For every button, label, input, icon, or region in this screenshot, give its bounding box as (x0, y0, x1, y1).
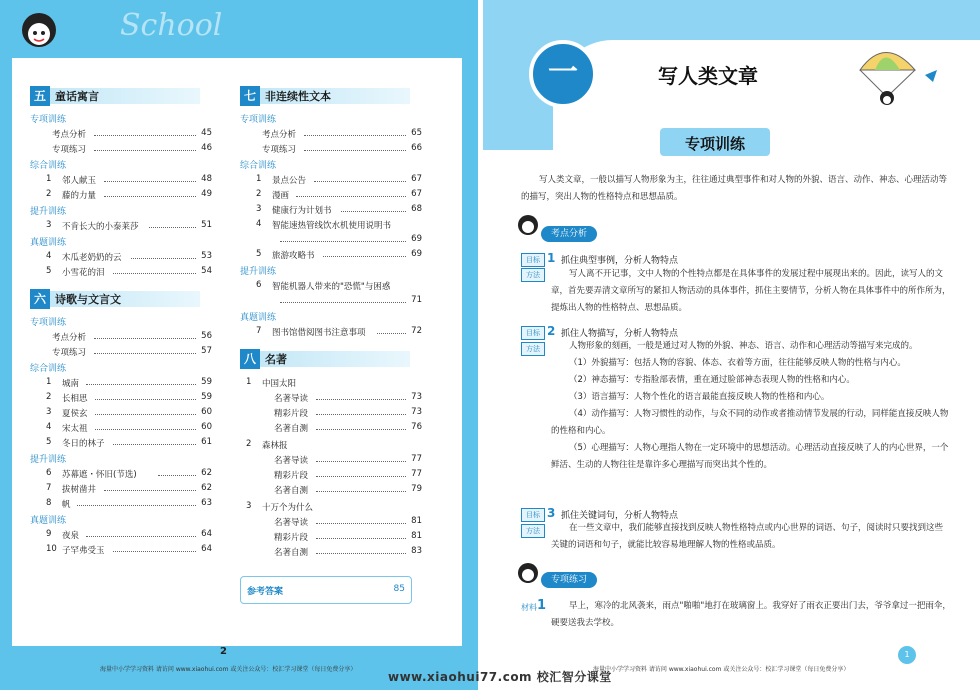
toc-item[interactable] (30, 405, 220, 420)
toc-item-page: 45 (201, 128, 212, 138)
goal-tag-1: 目标 (521, 253, 545, 267)
leader-dots (158, 468, 196, 476)
section-label: 提升训练 (30, 207, 67, 217)
goal-tag-2: 目标 (521, 326, 545, 340)
toc-item-index: 4 (46, 422, 52, 432)
unit-title: 诗歌与文言文 (55, 293, 121, 306)
leader-dots (95, 422, 196, 430)
toc-item[interactable] (30, 329, 220, 344)
toc-item-label: 名著自测 (274, 424, 309, 434)
toc-item-label: 考点分析 (52, 130, 87, 140)
toc-item-index: 1 (256, 174, 262, 184)
toc-item-label: 小雪花的泪 (62, 268, 105, 278)
toc-item[interactable] (240, 324, 430, 339)
toc-item-label: 中国太阳 (262, 379, 297, 389)
leader-dots (316, 454, 406, 462)
toc-item-page: 79 (411, 484, 422, 494)
toc-item-label: 名著导读 (274, 394, 309, 404)
toc-item[interactable] (240, 247, 430, 262)
toc-item-index: 5 (256, 249, 262, 259)
leader-dots (280, 295, 406, 303)
toc-item-label: 名著导读 (274, 518, 309, 528)
toc-item-index: 3 (246, 501, 252, 511)
toc-item-index: 7 (46, 483, 52, 493)
leader-dots (314, 174, 406, 182)
toc-item[interactable] (30, 264, 220, 279)
toc-item[interactable] (30, 141, 220, 156)
answer-page: 85 (393, 584, 405, 594)
goal-paragraph-3: 在一些文章中，我们能够直接找到反映人物性格特点或内心世界的词语、句子，阅读时只要找到这些关键的词语和句子，就能比较容易地理解人物的性格或品质。 (551, 523, 944, 550)
leader-dots (94, 331, 196, 339)
leader-dots (316, 516, 406, 524)
toc-item-label: 冬日的林子 (62, 439, 105, 449)
toc-item-label: 漫画 (272, 191, 290, 201)
toc-item[interactable] (240, 293, 430, 308)
unit-header (240, 349, 430, 369)
toc-item[interactable] (240, 544, 430, 559)
practice-mascot-icon (516, 561, 540, 587)
toc-item-index: 5 (46, 266, 52, 276)
leader-dots (377, 326, 406, 334)
toc-item-page: 64 (201, 529, 212, 539)
section-label: 专项训练 (30, 318, 67, 328)
section-label: 综合训练 (30, 161, 67, 171)
toc-item[interactable] (30, 218, 220, 233)
toc-item[interactable] (30, 435, 220, 450)
toc-item-label: 考点分析 (52, 333, 87, 343)
toc-item-label: 不肯长大的小泰莱莎 (62, 222, 139, 232)
section-label: 提升训练 (240, 267, 277, 277)
toc-item[interactable] (240, 141, 430, 156)
method-tag-1: 方法 (521, 268, 545, 282)
leader-dots (316, 546, 406, 554)
material-number: 1 (537, 598, 547, 613)
toc-item-label: 帆 (62, 500, 71, 510)
toc-item-page: 60 (201, 407, 212, 417)
goal-2-para-3: （3）语言描写：人物个性化的语言最能直接反映人物的性格和内心。 (569, 392, 830, 402)
unit-title: 名著 (265, 353, 287, 366)
toc-item[interactable] (30, 344, 220, 359)
toc-item-page: 62 (201, 468, 212, 478)
toc-item-label: 健康行为计划书 (272, 206, 332, 216)
toc-item-index: 1 (46, 377, 52, 387)
toc-item-page: 73 (411, 392, 422, 402)
leader-dots (86, 377, 196, 385)
unit-number: 六 (30, 289, 50, 309)
toc-item-index: 10 (46, 544, 57, 554)
toc-item-page: 49 (201, 189, 212, 199)
toc-item-page: 64 (201, 544, 212, 554)
section-label: 综合训练 (30, 364, 67, 374)
toc-item-page: 66 (411, 143, 422, 153)
leader-dots (131, 251, 196, 259)
toc-item-label: 拔树凿井 (62, 485, 97, 495)
toc-item-index: 1 (246, 377, 252, 387)
leader-dots (316, 422, 406, 430)
right-page-number: 1 (898, 646, 916, 664)
toc-item-label: 旅游攻略书 (272, 251, 315, 261)
toc-item-page: 65 (411, 128, 422, 138)
toc-item[interactable] (30, 172, 220, 187)
toc-item-label: 长相思 (62, 394, 88, 404)
goal-2-para-2: （2）神态描写：专指脸部表情，重在通过脸部神态表现人物的性格和内心。 (569, 375, 855, 385)
toc-item[interactable] (30, 466, 220, 481)
toc-item-label: 图书馆借阅图书注意事项 (272, 328, 366, 338)
toc-item[interactable] (30, 375, 220, 390)
leader-dots (316, 392, 406, 400)
goal-number-2: 2 (547, 324, 556, 338)
toc-item-page: 61 (201, 437, 212, 447)
toc-item-page: 53 (201, 251, 212, 261)
toc-item-label: 名著导读 (274, 456, 309, 466)
goal-2-para-5: （5）心理描写：人物心理指人物在一定环境中的思想活动。心理活动直接反映了人的内心世界，一个鲜活、生动的人物往往是靠许多心理描写而突出其个性的。 (551, 443, 949, 470)
toc-item-label: 精彩片段 (274, 533, 309, 543)
toc-item-label: 十万个为什么 (262, 503, 314, 513)
toc-item-page: 76 (411, 422, 422, 432)
leader-dots (341, 204, 406, 212)
leader-dots (316, 407, 406, 415)
toc-item-label: 木瓜老奶奶的云 (62, 253, 122, 263)
leader-dots (113, 266, 196, 274)
leader-dots (113, 544, 196, 552)
toc-item[interactable] (240, 405, 430, 420)
toc-item-page: 81 (411, 531, 422, 541)
toc-item-page: 67 (411, 174, 422, 184)
toc-item-page: 57 (201, 346, 212, 356)
leader-dots (316, 484, 406, 492)
toc-item-page: 54 (201, 266, 212, 276)
toc-item-label: 专项练习 (52, 348, 87, 358)
unit-title: 童话寓言 (55, 90, 99, 103)
toc-item-page: 59 (201, 377, 212, 387)
toc-item-page: 73 (411, 407, 422, 417)
toc-item-index: 2 (246, 439, 252, 449)
toc-item-index: 8 (46, 498, 52, 508)
toc-column-left (30, 86, 220, 567)
practice-pill: 专项练习 (541, 572, 597, 588)
toc-item-label: 精彩片段 (274, 409, 309, 419)
left-page-number: 2 (220, 646, 227, 657)
toc-item[interactable] (240, 420, 430, 435)
toc-item-page: 77 (411, 469, 422, 479)
toc-item-page: 56 (201, 331, 212, 341)
goal-2-para-0: 人物形象的刻画，一般是通过对人物的外貌、神态、语言、动作和心理活动等描写来完成的。 (569, 341, 918, 351)
chapter-title: 写人类文章 (658, 64, 758, 88)
toc-item-page: 46 (201, 143, 212, 153)
kaodian-pill: 考点分析 (541, 226, 597, 242)
toc-item-label: 城南 (62, 379, 80, 389)
leader-dots (316, 469, 406, 477)
toc-item[interactable] (30, 496, 220, 511)
answer-link[interactable] (240, 576, 412, 604)
toc-item-label: 邻人献玉 (62, 176, 97, 186)
leader-dots (77, 498, 196, 506)
toc-item[interactable] (240, 232, 430, 247)
toc-item-label: 宋太祖 (62, 424, 88, 434)
section-label: 真题训练 (240, 313, 277, 323)
toc-item-index: 9 (46, 529, 52, 539)
toc-item-page: 59 (201, 392, 212, 402)
leader-dots (104, 174, 196, 182)
leader-dots (95, 392, 196, 400)
site-watermark: www.xiaohui77.com 校汇智分课堂 (388, 670, 612, 684)
leader-dots (296, 189, 406, 197)
toc-item-label: 名著自测 (274, 548, 309, 558)
toc-item-page: 48 (201, 174, 212, 184)
leader-dots (104, 189, 196, 197)
toc-item-index: 3 (46, 220, 52, 230)
toc-item-label: 精彩片段 (274, 471, 309, 481)
toc-item-label: 专项练习 (52, 145, 87, 155)
unit-number: 五 (30, 86, 50, 106)
toc-item-index: 1 (46, 174, 52, 184)
goal-title-2: 抓住人物描写，分析人物特点 (561, 329, 679, 339)
leader-dots (304, 143, 406, 151)
section-label: 提升训练 (30, 455, 67, 465)
chapter-number: 一 (529, 40, 597, 108)
toc-item[interactable] (30, 187, 220, 202)
intro-paragraph: 写人类文章，一般以描写人物形象为主，往往通过典型事件和对人物的外貌、语言、动作、神态、心理活动等的描写，突出人物的性格特点和思想品质。 (521, 175, 948, 202)
toc-item-index: 2 (256, 189, 262, 199)
unit-header (240, 86, 430, 106)
toc-item[interactable] (30, 481, 220, 496)
toc-item-label: 考点分析 (262, 130, 297, 140)
goal-paragraph-1: 写人离不开记事，文中人物的个性特点都是在具体事件的发展过程中展现出来的。因此，读写人的文章，首先要弄清文章所写的紧扣人物活动的具体事件，抓住主要情节，分析人物在具体事件中的所作所为，提炼出人物的性格特点、思想品质。 (551, 269, 951, 313)
left-footnote: 海量中小学学习资料 请访问 www.xiaohui.com 或关注公众号：校汇学习课堂（每日免费分享） (100, 666, 357, 673)
toc-item[interactable] (240, 187, 430, 202)
right-page (483, 0, 980, 690)
goal-title-3: 抓住关键词句，分析人物特点 (561, 511, 679, 521)
toc-item-index: 6 (256, 280, 262, 290)
toc-item[interactable] (30, 542, 220, 557)
leader-dots (280, 234, 406, 242)
toc-item-index: 4 (46, 251, 52, 261)
toc-item-label: 智能速热管线饮水机使用说明书 (272, 221, 392, 231)
toc-item-label: 名著自测 (274, 486, 309, 496)
goal-number-1: 1 (547, 251, 556, 265)
section-label: 真题训练 (30, 238, 67, 248)
toc-item[interactable] (240, 437, 430, 452)
toc-item-index: 2 (46, 189, 52, 199)
unit-number: 八 (240, 349, 260, 369)
goal-paragraphs-2 (551, 338, 951, 474)
unit-header (30, 289, 220, 309)
toc-item[interactable] (240, 375, 430, 390)
toc-item-index: 5 (46, 437, 52, 447)
toc-item[interactable] (240, 499, 430, 514)
unit-number: 七 (240, 86, 260, 106)
toc-item-label: 子罕弗受玉 (62, 546, 105, 556)
unit-title: 非连续性文本 (265, 90, 331, 103)
toc-item[interactable] (240, 390, 430, 405)
toc-item[interactable] (240, 126, 430, 141)
toc-item-index: 3 (256, 204, 262, 214)
ribbon-label: 专项训练 (684, 135, 745, 153)
toc-item-label: 景点公告 (272, 176, 307, 186)
toc-item-label: 夜泉 (62, 531, 80, 541)
leader-dots (86, 529, 196, 537)
material-tag: 材料 (521, 603, 537, 612)
toc-item[interactable] (240, 529, 430, 544)
toc-item-page: 77 (411, 454, 422, 464)
toc-item-page: 72 (411, 326, 422, 336)
toc-item-label: 夏侯玄 (62, 409, 88, 419)
goal-title-1: 抓住典型事例，分析人物特点 (561, 256, 679, 266)
toc-item-index: 4 (256, 219, 262, 229)
toc-item[interactable] (30, 126, 220, 141)
toc-item-page: 69 (411, 249, 422, 259)
unit-header (30, 86, 220, 106)
leader-dots (304, 128, 406, 136)
section-label: 专项训练 (240, 115, 277, 125)
toc-item[interactable] (240, 172, 430, 187)
toc-item-index: 3 (46, 407, 52, 417)
special-training-ribbon (660, 128, 770, 156)
toc-item-label: 藤的力量 (62, 191, 97, 201)
leader-dots (94, 128, 196, 136)
toc-item[interactable] (30, 527, 220, 542)
toc-item[interactable] (240, 482, 430, 497)
toc-item-page: 81 (411, 516, 422, 526)
toc-item-page: 63 (201, 498, 212, 508)
toc-item[interactable] (240, 467, 430, 482)
toc-item-page: 51 (201, 220, 212, 230)
leader-dots (94, 143, 196, 151)
leader-dots (95, 407, 196, 415)
toc-item-index: 2 (46, 392, 52, 402)
section-label: 真题训练 (30, 516, 67, 526)
leader-dots (316, 531, 406, 539)
mascot-icon (14, 6, 64, 58)
goal-2-para-1: （1）外貌描写：包括人物的容貌、体态、衣着等方面，往往能够反映人物的性格与内心。 (569, 358, 906, 368)
leader-dots (323, 249, 406, 257)
toc-item-label: 智能机器人带来的"恐慌"与困惑 (272, 282, 391, 292)
toc-item-label: 森林报 (262, 441, 288, 451)
toc-item[interactable] (240, 202, 430, 217)
toc-column-right (240, 86, 430, 569)
toc-item-label: 苏幕遮・怀旧(节选) (62, 470, 137, 480)
toc-item[interactable] (240, 514, 430, 529)
toc-item-page: 83 (411, 546, 422, 556)
goal-2-para-4: （4）动作描写：人物习惯性的动作，与众不同的动作或者推动情节发展的行动，同样能直接反映人物的性格和内心。 (551, 409, 949, 436)
toc-item[interactable] (30, 249, 220, 264)
toc-item-page: 62 (201, 483, 212, 493)
kaodian-mascot-icon (516, 213, 540, 239)
toc-item[interactable] (240, 278, 430, 293)
method-tag-3: 方法 (521, 524, 545, 538)
toc-item-page: 71 (411, 295, 422, 305)
left-page (0, 0, 478, 690)
leader-dots (104, 483, 196, 491)
goal-number-3: 3 (547, 506, 556, 520)
toc-item[interactable] (240, 217, 430, 232)
leader-dots (113, 437, 196, 445)
leader-dots (149, 220, 196, 228)
right-footnote: 海量中小学学习资料 请访问 www.xiaohui.com 或关注公众号：校汇学习课堂（每日免费分享） (593, 666, 850, 673)
parachute-icon (855, 40, 945, 110)
goal-tag-3: 目标 (521, 508, 545, 522)
toc-item-index: 7 (256, 326, 262, 336)
answer-label: 参考答案 (247, 587, 284, 597)
toc-item-page: 69 (411, 234, 422, 244)
section-label: 专项训练 (30, 115, 67, 125)
toc-item-index: 6 (46, 468, 52, 478)
toc-item-page: 67 (411, 189, 422, 199)
toc-item[interactable] (240, 452, 430, 467)
section-label: 综合训练 (240, 161, 277, 171)
toc-item-label: 专项练习 (262, 145, 297, 155)
school-deco-text: School (120, 8, 223, 43)
method-tag-2: 方法 (521, 342, 545, 356)
toc-item[interactable] (30, 420, 220, 435)
material-paragraph: 早上，寒冷的北风袭来，雨点"啪啪"地打在玻璃窗上。我穿好了雨衣正要出门去，爷爷拿过一把雨伞，硬要送我去学校。 (551, 601, 951, 628)
toc-item[interactable] (30, 390, 220, 405)
toc-item-page: 60 (201, 422, 212, 432)
leader-dots (94, 346, 196, 354)
toc-item-page: 68 (411, 204, 422, 214)
